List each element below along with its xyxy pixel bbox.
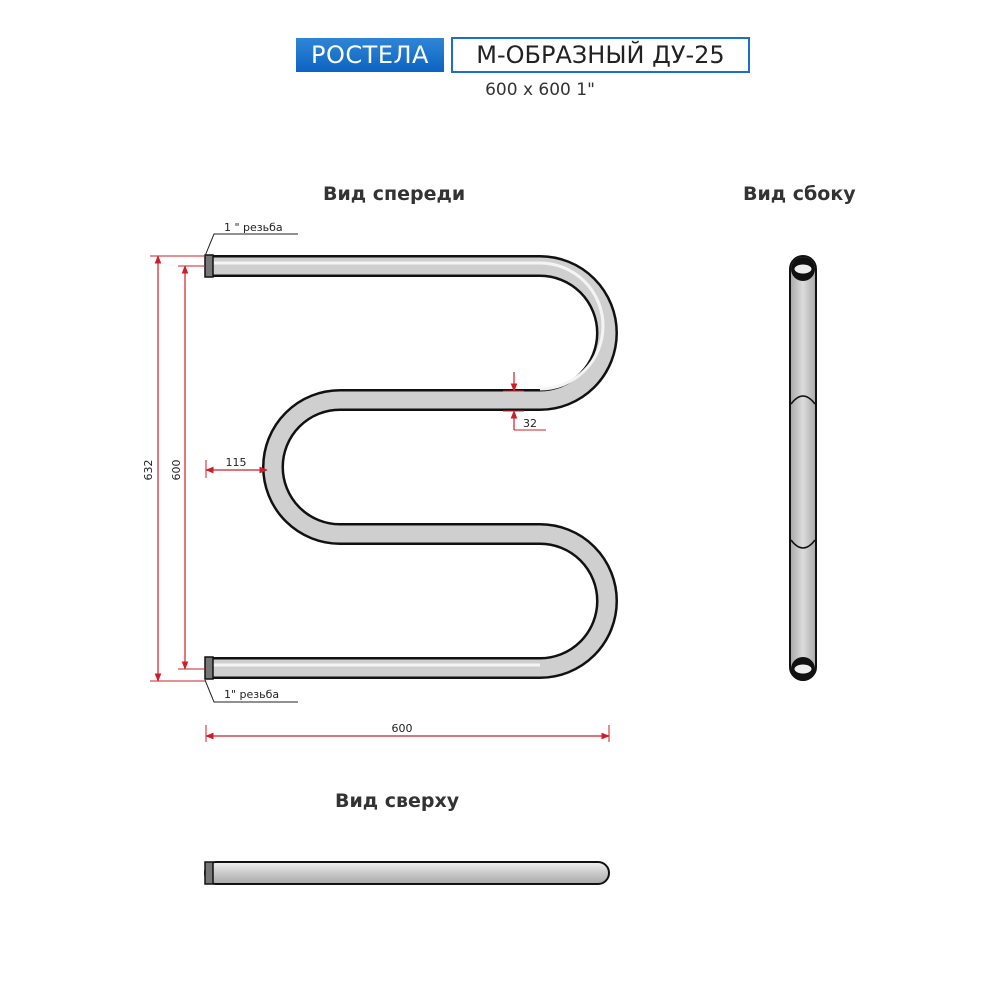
dimension-height — [170, 266, 205, 669]
dim-text-32: 32 — [523, 417, 537, 430]
model-label: М-ОБРАЗНЫЙ ДУ-25 — [451, 37, 750, 73]
front-view-pipe — [205, 255, 607, 679]
dim-text-632: 632 — [142, 459, 155, 481]
side-view-title: Вид сбоку — [743, 183, 856, 205]
side-view-pipe — [790, 256, 816, 681]
thread-end-top — [205, 255, 213, 277]
dim-text-600-vertical: 600 — [170, 459, 183, 481]
thread-end-bottom — [205, 657, 213, 679]
dim-text-115: 115 — [225, 456, 247, 469]
front-view-title: Вид спереди — [323, 183, 466, 205]
top-view-thread-end — [205, 862, 213, 884]
thread-label-top: 1 " резьба — [224, 221, 283, 234]
thread-callout-bottom — [205, 680, 298, 702]
thread-label-bottom: 1" резьба — [224, 688, 280, 701]
size-subtitle: 600 x 600 1" — [485, 80, 595, 100]
thread-callout-top — [205, 221, 298, 256]
dim-text-600-horizontal: 600 — [391, 722, 413, 735]
top-view-pipe — [205, 862, 609, 884]
dimension-offset — [206, 456, 267, 478]
brand-label: РОСТЕЛА — [296, 38, 444, 72]
dimension-width — [206, 722, 609, 742]
top-view-title: Вид сверху — [335, 790, 460, 812]
